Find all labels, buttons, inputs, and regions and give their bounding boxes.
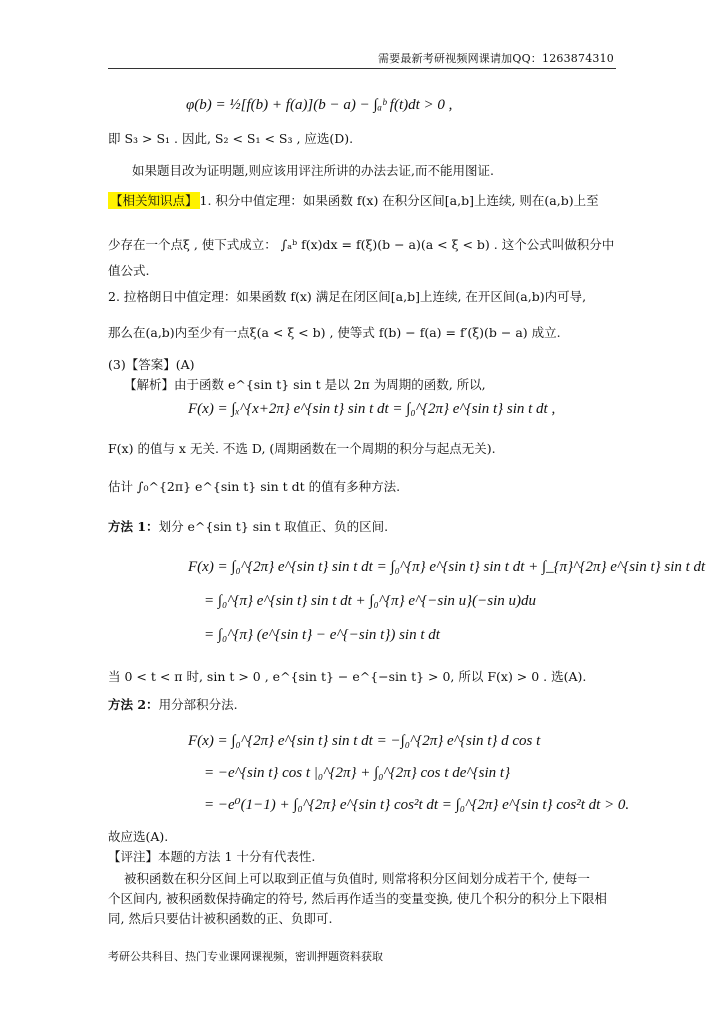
method1-label: 方法 1： [108,519,159,534]
knowledge-text-1: 1. 积分中值定理：如果函数 f(x) 在积分区间[a,b]上连续, 则在(a,b)上至 [199,193,599,208]
knowledge-line-1 [108,192,599,210]
method1-text: 划分 e^{sin t} sin t 取值正、负的区间. [158,519,389,534]
method2-label: 方法 2： [108,697,159,712]
method1-eq-1: F(x) = ∫₀^{2π} e^{sin t} sin t dt = ∫₀^{π} e^{sin t} sin t dt + ∫_{π}^{2π} e^{sin t} sin t dt [188,559,706,575]
method1-eq-2: = ∫₀^{π} e^{sin t} sin t dt + ∫₀^{π} e^{−sin u}(−sin u)du [204,593,537,609]
method2-eq-2: = −e^{sin t} cos t |₀^{2π} + ∫₀^{2π} cos t de^{sin t} [204,765,511,781]
page-footer: 考研公共科目、热门专业课网课视频，密训押题资料获取 [108,950,383,963]
method2-line [108,696,238,714]
answer-line: (3)【答案】(A) [108,357,195,372]
knowledge-line-2: 少存在一个点ξ , 使下式成立： ∫ₐᵇ f(x)dx = f(ξ)(b − a)(a < ξ < b) . 这个公式叫做积分中 [108,237,615,252]
conclusion-line: 即 S₃ > S₁ . 因此, S₂ < S₁ < S₃ , 应选(D). [108,131,354,146]
lagrange-line-2: 那么在(a,b)内至少有一点ξ(a < ξ < b) , 使等式 f(b) − f(a) = f′(ξ)(b − a) 成立. [108,325,561,340]
page-header: 需要最新考研视频网课请加QQ：1263874310 [377,52,614,65]
method1-eq-3: = ∫₀^{π} (e^{sin t} − e^{−sin t}) sin t dt [204,627,440,643]
method2-text: 用分部积分法. [158,697,238,712]
analysis-line: 【解析】由于函数 e^{sin t} sin t 是以 2π 为周期的函数, 所以, [124,377,486,392]
sign-conclusion-line: 当 0 < t < π 时, sin t > 0 , e^{sin t} − e^{−sin t} > 0, 所以 F(x) > 0 . 选(A). [108,669,587,684]
comment-body-2: 个区间内, 被积函数保持确定的符号, 然后再作适当的变量变换, 使几个积分的积分上下限相 [108,891,607,906]
method1-line [108,518,388,536]
comment-body-3: 同, 然后只要估计被积函数的正、负即可. [108,911,333,926]
independence-line: F(x) 的值与 x 无关. 不选 D, (周期函数在一个周期的积分与起点无关). [108,441,496,456]
method2-eq-3: = −e⁰(1−1) + ∫₀^{2π} e^{sin t} cos²t dt = ∫₀^{2π} e^{sin t} cos²t dt > 0. [204,797,630,813]
header-rule [108,68,616,69]
knowledge-line-3: 值公式. [108,263,150,278]
F-definition: F(x) = ∫ₓ^{x+2π} e^{sin t} sin t dt = ∫₀^{2π} e^{sin t} sin t dt , [188,401,556,417]
lagrange-line-1: 2. 拉格朗日中值定理：如果函数 f(x) 满足在闭区间[a,b]上连续, 在开区间(a,b)内可导, [108,289,587,304]
phi-formula: φ(b) = ½[f(b) + f(a)](b − a) − ∫ₐᵇ f(t)dt > 0 , [186,97,453,113]
comment-body-1: 被积函数在积分区间上可以取到正值与负值时, 则常将积分区间划分成若干个, 使每一 [124,871,590,886]
method2-eq-1: F(x) = ∫₀^{2π} e^{sin t} sin t dt = −∫₀^{2π} e^{sin t} d cos t [188,733,541,749]
remark-line: 如果题目改为证明题,则应该用评注所讲的办法去证,而不能用图证. [132,163,494,178]
final-choice-line: 故应选(A). [108,829,169,844]
knowledge-tag: 【相关知识点】 [110,193,198,208]
estimate-line: 估计 ∫₀^{2π} e^{sin t} sin t dt 的值有多种方法. [108,479,401,494]
comment-line: 【评注】本题的方法 1 十分有代表性. [108,849,316,864]
